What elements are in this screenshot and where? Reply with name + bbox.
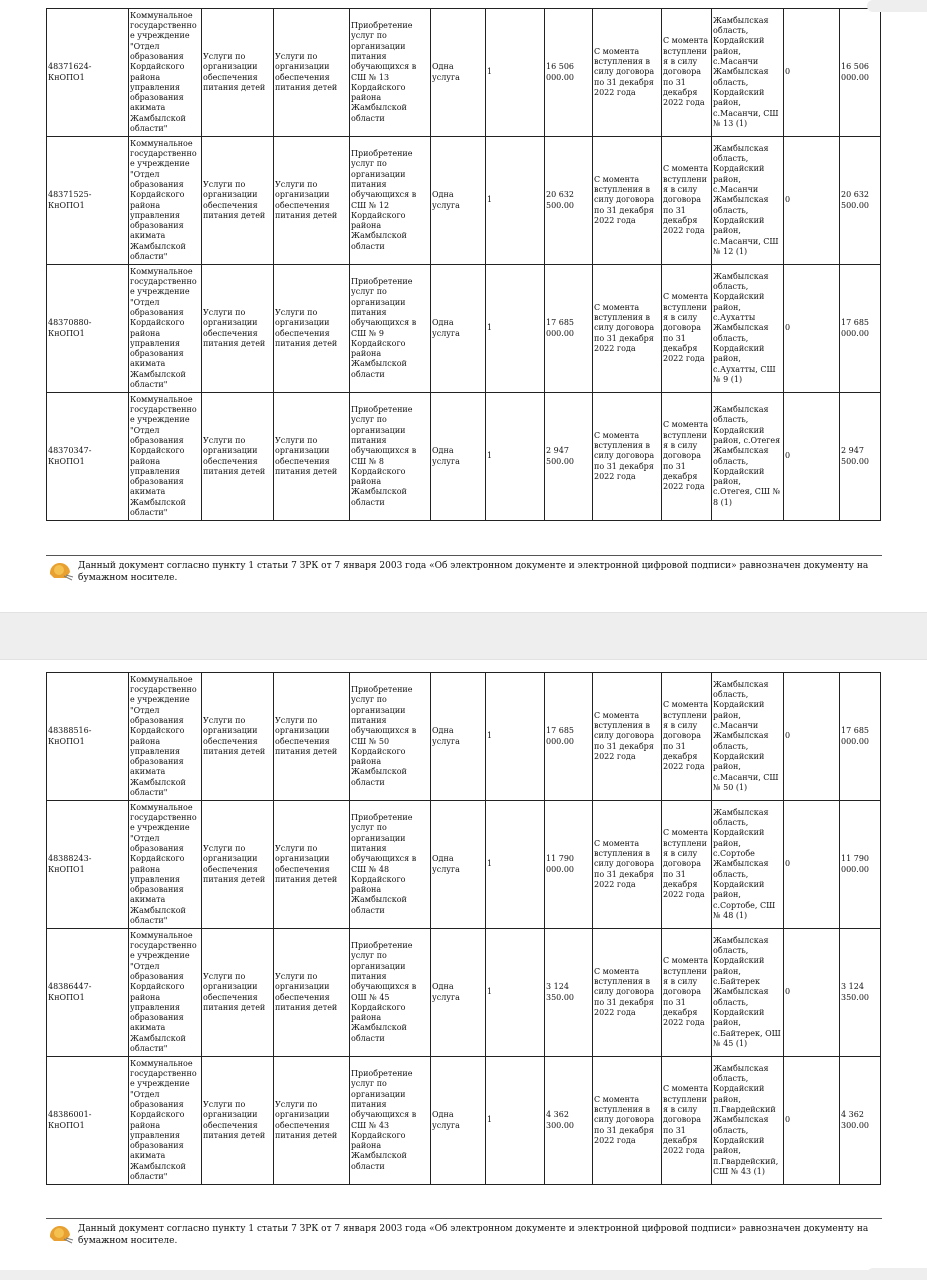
prepayment-cell: 0 [784,801,840,929]
service-detail-cell: Услуги по организации обеспечения питания детей [274,393,350,521]
unit-cell: Одна услуга [431,265,486,393]
total-cell: 3 124 350.00 [840,929,881,1057]
viewer-corner-tab [867,1268,927,1280]
footer-text: Данный документ согласно пункту 1 статьи 7 ЗРК от 7 января 2003 года «Об электронном документе и электронной цифровой подписи» равнозначен документу на бумажном носителе. [78,561,869,583]
table-row [47,137,881,265]
table-row [47,9,881,137]
place-cell: Жамбылская область, Кордайский район, п.Гвардейский Жамбылская область, Кордайский район, п.Гвардейский, СШ № 43 (1) [712,1057,784,1185]
term-detail-cell: С момента вступления в силу договора по 31 декабря 2022 года [662,137,712,265]
price-cell: 17 685 000.00 [545,265,593,393]
e-signature-seal-icon [48,1223,74,1245]
term-detail-cell: С момента вступления в силу договора по 31 декабря 2022 года [662,1057,712,1185]
customer-cell: Коммунальное государственное учреждение "Отдел образования Кордайского района управления образования акимата Жамбылской области" [129,393,202,521]
description-cell: Приобретение услуг по организации питания обучающихся в СШ № 13 Кордайского района Жамбылской области [350,9,431,137]
service-name-cell: Услуги по организации обеспечения питания детей [202,9,274,137]
prepayment-cell: 0 [784,1057,840,1185]
unit-cell: Одна услуга [431,393,486,521]
total-cell: 20 632 500.00 [840,137,881,265]
footer-text: Данный документ согласно пункту 1 статьи 7 ЗРК от 7 января 2003 года «Об электронном документе и электронной цифровой подписи» равнозначен документу на бумажном носителе. [78,1224,869,1246]
customer-cell: Коммунальное государственное учреждение "Отдел образования Кордайского района управления образования акимата Жамбылской области" [129,673,202,801]
price-cell: 16 506 000.00 [545,9,593,137]
lot-number: 48386447-КнОПО1 [47,929,129,1057]
quantity-cell: 1 [486,673,545,801]
service-name-cell: Услуги по организации обеспечения питания детей [202,929,274,1057]
lot-number: 48370880-КнОПО1 [47,265,129,393]
table-row [47,801,881,929]
viewer-corner-tab [867,0,927,12]
quantity-cell: 1 [486,137,545,265]
description-cell: Приобретение услуг по организации питания обучающихся в СШ № 48 Кордайского района Жамбылской области [350,801,431,929]
term-detail-cell: С момента вступления в силу договора по 31 декабря 2022 года [662,265,712,393]
description-cell: Приобретение услуг по организации питания обучающихся в СШ № 43 Кордайского района Жамбылской области [350,1057,431,1185]
service-detail-cell: Услуги по организации обеспечения питания детей [274,801,350,929]
table-row [47,1057,881,1185]
lot-number: 48388516-КнОПО1 [47,673,129,801]
service-detail-cell: Услуги по организации обеспечения питания детей [274,1057,350,1185]
service-name-cell: Услуги по организации обеспечения питания детей [202,393,274,521]
lot-number: 48370347-КнОПО1 [47,393,129,521]
table-row [47,929,881,1057]
place-cell: Жамбылская область, Кордайский район, с.Масанчи Жамбылская область, Кордайский район, с.Масанчи, СШ № 13 (1) [712,9,784,137]
customer-cell: Коммунальное государственное учреждение "Отдел образования Кордайского района управления образования акимата Жамбылской области" [129,929,202,1057]
customer-cell: Коммунальное государственное учреждение "Отдел образования Кордайского района управления образования акимата Жамбылской области" [129,265,202,393]
customer-cell: Коммунальное государственное учреждение "Отдел образования Кордайского района управления образования акимата Жамбылской области" [129,137,202,265]
description-cell: Приобретение услуг по организации питания обучающихся в СШ № 8 Кордайского района Жамбылской области [350,393,431,521]
term-cell: С момента вступления в силу договора по 31 декабря 2022 года [593,801,662,929]
service-name-cell: Услуги по организации обеспечения питания детей [202,265,274,393]
total-cell: 2 947 500.00 [840,393,881,521]
total-cell: 4 362 300.00 [840,1057,881,1185]
service-detail-cell: Услуги по организации обеспечения питания детей [274,265,350,393]
prepayment-cell: 0 [784,673,840,801]
service-detail-cell: Услуги по организации обеспечения питания детей [274,673,350,801]
total-cell: 11 790 000.00 [840,801,881,929]
quantity-cell: 1 [486,929,545,1057]
procurement-table [46,672,881,1185]
legal-footer [46,555,882,584]
procurement-table [46,8,881,521]
term-detail-cell: С момента вступления в силу договора по 31 декабря 2022 года [662,673,712,801]
prepayment-cell: 0 [784,393,840,521]
term-detail-cell: С момента вступления в силу договора по 31 декабря 2022 года [662,393,712,521]
service-name-cell: Услуги по организации обеспечения питания детей [202,801,274,929]
prepayment-cell: 0 [784,9,840,137]
service-name-cell: Услуги по организации обеспечения питания детей [202,1057,274,1185]
term-cell: С момента вступления в силу договора по 31 декабря 2022 года [593,393,662,521]
service-name-cell: Услуги по организации обеспечения питания детей [202,137,274,265]
lot-number: 48386001-КнОПО1 [47,1057,129,1185]
service-detail-cell: Услуги по организации обеспечения питания детей [274,9,350,137]
prepayment-cell: 0 [784,265,840,393]
term-detail-cell: С момента вступления в силу договора по 31 декабря 2022 года [662,801,712,929]
description-cell: Приобретение услуг по организации питания обучающихся в СШ № 12 Кордайского района Жамбылской области [350,137,431,265]
price-cell: 2 947 500.00 [545,393,593,521]
table-row [47,673,881,801]
unit-cell: Одна услуга [431,929,486,1057]
e-signature-seal-icon [48,560,74,582]
term-cell: С момента вступления в силу договора по 31 декабря 2022 года [593,673,662,801]
prepayment-cell: 0 [784,137,840,265]
unit-cell: Одна услуга [431,9,486,137]
total-cell: 17 685 000.00 [840,265,881,393]
customer-cell: Коммунальное государственное учреждение "Отдел образования Кордайского района управления образования акимата Жамбылской области" [129,801,202,929]
place-cell: Жамбылская область, Кордайский район, с.Масанчи Жамбылская область, Кордайский район, с.Масанчи, СШ № 50 (1) [712,673,784,801]
page-separator [0,612,927,660]
price-cell: 4 362 300.00 [545,1057,593,1185]
place-cell: Жамбылская область, Кордайский район, с.Масанчи Жамбылская область, Кордайский район, с.Масанчи, СШ № 12 (1) [712,137,784,265]
customer-cell: Коммунальное государственное учреждение "Отдел образования Кордайского района управления образования акимата Жамбылской области" [129,1057,202,1185]
unit-cell: Одна услуга [431,137,486,265]
table-row [47,265,881,393]
lot-number: 48388243-КнОПО1 [47,801,129,929]
customer-cell: Коммунальное государственное учреждение "Отдел образования Кордайского района управления образования акимата Жамбылской области" [129,9,202,137]
term-cell: С момента вступления в силу договора по 31 декабря 2022 года [593,137,662,265]
document-page-1 [0,0,927,610]
term-cell: С момента вступления в силу договора по 31 декабря 2022 года [593,929,662,1057]
unit-cell: Одна услуга [431,673,486,801]
lot-number: 48371525-КнОПО1 [47,137,129,265]
description-cell: Приобретение услуг по организации питания обучающихся в СШ № 9 Кордайского района Жамбылской области [350,265,431,393]
place-cell: Жамбылская область, Кордайский район, с.Аухатты Жамбылская область, Кордайский район, с.Аухатты, СШ № 9 (1) [712,265,784,393]
price-cell: 3 124 350.00 [545,929,593,1057]
prepayment-cell: 0 [784,929,840,1057]
total-cell: 16 506 000.00 [840,9,881,137]
quantity-cell: 1 [486,1057,545,1185]
unit-cell: Одна услуга [431,1057,486,1185]
page-separator [0,1270,927,1280]
term-detail-cell: С момента вступления в силу договора по 31 декабря 2022 года [662,929,712,1057]
lot-number: 48371624-КнОПО1 [47,9,129,137]
description-cell: Приобретение услуг по организации питания обучающихся в ОШ № 45 Кордайского района Жамбылской области [350,929,431,1057]
description-cell: Приобретение услуг по организации питания обучающихся в СШ № 50 Кордайского района Жамбылской области [350,673,431,801]
place-cell: Жамбылская область, Кордайский район, с.Байтерек Жамбылская область, Кордайский район, с.Байтерек, ОШ № 45 (1) [712,929,784,1057]
quantity-cell: 1 [486,9,545,137]
place-cell: Жамбылская область, Кордайский район, с.Отегея Жамбылская область, Кордайский район, с.Отегея, СШ № 8 (1) [712,393,784,521]
quantity-cell: 1 [486,393,545,521]
price-cell: 17 685 000.00 [545,673,593,801]
service-detail-cell: Услуги по организации обеспечения питания детей [274,137,350,265]
term-cell: С момента вступления в силу договора по 31 декабря 2022 года [593,1057,662,1185]
table-row [47,393,881,521]
price-cell: 11 790 000.00 [545,801,593,929]
unit-cell: Одна услуга [431,801,486,929]
quantity-cell: 1 [486,265,545,393]
term-cell: С момента вступления в силу договора по 31 декабря 2022 года [593,9,662,137]
place-cell: Жамбылская область, Кордайский район, с.Сортобе Жамбылская область, Кордайский район, с.Сортобе, СШ № 48 (1) [712,801,784,929]
quantity-cell: 1 [486,801,545,929]
term-cell: С момента вступления в силу договора по 31 декабря 2022 года [593,265,662,393]
term-detail-cell: С момента вступления в силу договора по 31 декабря 2022 года [662,9,712,137]
service-name-cell: Услуги по организации обеспечения питания детей [202,673,274,801]
total-cell: 17 685 000.00 [840,673,881,801]
legal-footer [46,1218,882,1247]
price-cell: 20 632 500.00 [545,137,593,265]
service-detail-cell: Услуги по организации обеспечения питания детей [274,929,350,1057]
